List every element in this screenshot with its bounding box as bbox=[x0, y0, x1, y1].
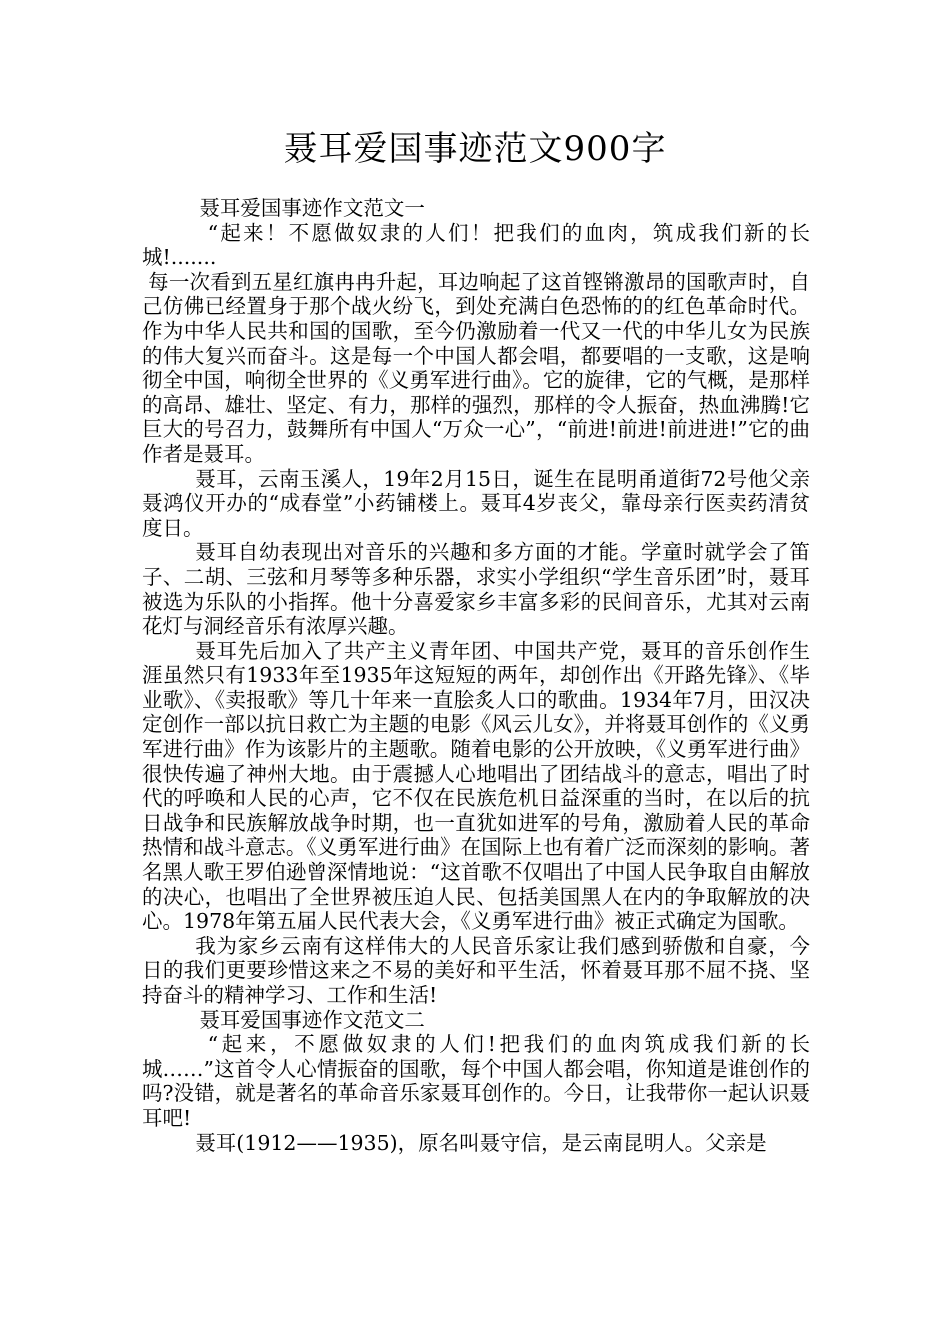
quote-paragraph-2: “起来，不愿做奴隶的人们!把我们的血肉筑成我们新的长城……”这首令人心情振奋的国歌，每个中国人都会唱，你知道是谁创作的吗?没错，就是著名的革命音乐家聂耳创作的。今日，让我带你一起认识聂耳吧! bbox=[142, 1032, 810, 1130]
section-heading-2: 聂耳爱国事迹作文范文二 bbox=[199, 1007, 425, 1032]
document-title: 聂耳爱国事迹范文900字 bbox=[283, 129, 667, 169]
body-paragraph: 聂耳(1912——1935)，原名叫聂守信，是云南昆明人。父亲是 bbox=[195, 1130, 767, 1155]
quote-paragraph-1: “起来！不愿做奴隶的人们！把我们的血肉，筑成我们新的长城!....... bbox=[142, 220, 810, 270]
body-paragraph: 聂耳自幼表现出对音乐的兴趣和多方面的才能。学童时就学会了笛子、二胡、三弦和月琴等多种乐器，求实小学组织“学生音乐团”时，聂耳被选为乐队的小指挥。他十分喜爱家乡丰富多彩的民间音乐，尤其对云南花灯与洞经音乐有浓厚兴趣。 bbox=[142, 540, 810, 639]
body-paragraph: 我为家乡云南有这样伟大的人民音乐家让我们感到骄傲和自豪，今日的我们更要珍惜这来之不易的美好和平生活，怀着聂耳那不屈不挠、坚持奋斗的精神学习、工作和生活! bbox=[142, 933, 810, 1007]
body-paragraph: 聂耳先后加入了共产主义青年团、中国共产党，聂耳的音乐创作生涯虽然只有1933年至1935年这短短的两年，却创作出《开路先锋》、《毕业歌》、《卖报歌》等几十年来一直脍炙人口的歌曲。1934年7月，田汉决定创作一部以抗日救亡为主题的电影《风云儿女》，并将聂耳创作的《义勇军进行曲》作为该影片的主题歌。随着电影的公开放映，《义勇军进行曲》很快传遍了神州大地。由于震撼人心地唱出了团结战斗的意志，唱出了时代的呼唤和人民的心声，它不仅在民族危机日益深重的当时，在以后的抗日战争和民族解放战争时期，也一直犹如进军的号角，激励着人民的革命热情和战斗意志。《义勇军进行曲》在国际上也有着广泛而深刻的影响。著名黑人歌王罗伯逊曾深情地说：“这首歌不仅唱出了中国人民争取自由解放的决心，也唱出了全世界被压迫人民、包括美国黑人在内的争取解放的决心。1978年第五届人民代表大会，《义勇军进行曲》被正式确定为国歌。 bbox=[142, 638, 810, 934]
body-paragraph: 聂耳，云南玉溪人，19年2月15日，诞生在昆明甬道街72号他父亲聂鸿仪开办的“成春堂”小药铺楼上。聂耳4岁丧父，靠母亲行医卖药清贫度日。 bbox=[142, 466, 810, 540]
document-body bbox=[142, 196, 810, 1155]
body-paragraph: 每一次看到五星红旗冉冉升起，耳边响起了这首铿锵激昂的国歌声时，自己仿佛已经置身于那个战火纷飞，到处充满白色恐怖的的红色革命时代。作为中华人民共和国的国歌，至今仍激励着一代又一代的中华儿女为民族的伟大复兴而奋斗。这是每一个中国人都会唱，都要唱的一支歌，这是响彻全中国，响彻全世界的《义勇军进行曲》。它的旋律，它的气概，是那样的高昂、雄壮、坚定、有力，那样的强烈，那样的令人振奋，热血沸腾!它巨大的号召力，鼓舞所有中国人“万众一心”，“前进!前进!前进进!”它的曲作者是聂耳。 bbox=[142, 269, 810, 466]
section-heading-1: 聂耳爱国事迹作文范文一 bbox=[199, 196, 425, 220]
